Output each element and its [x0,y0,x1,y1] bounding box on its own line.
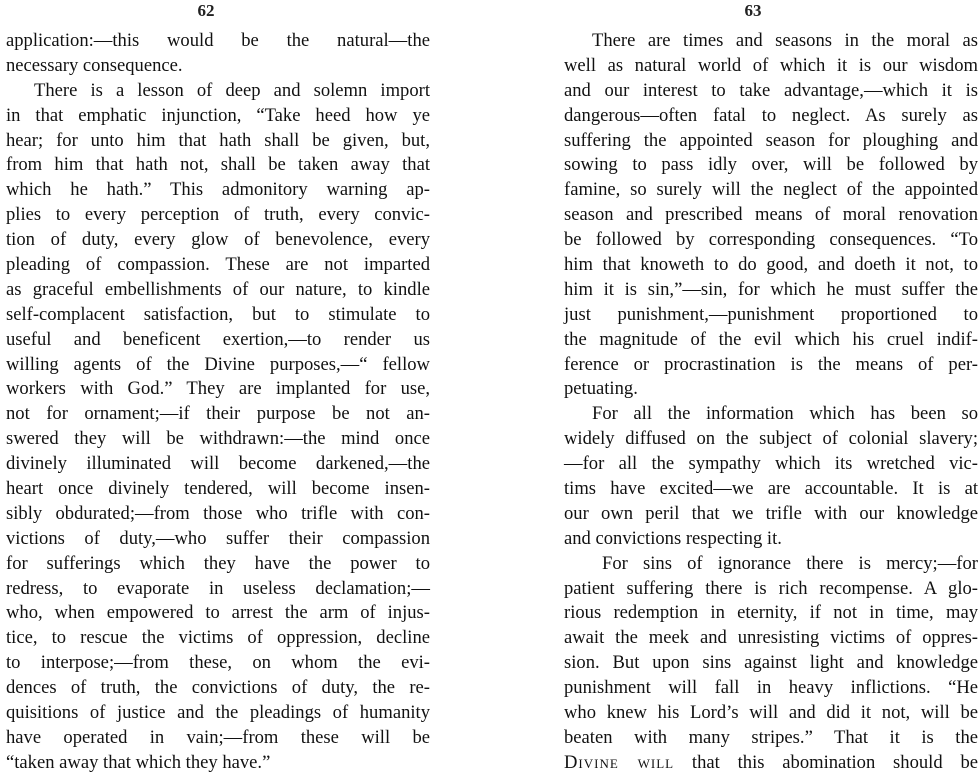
text-line-final [564,751,978,776]
text-line: season and prescribed means of moral renovation [564,204,978,226]
text-line: workers with God.” They are implanted for use, [6,378,430,400]
text-line: “taken away that which they have.” [6,751,271,773]
text-line: suffering the appointed season for ploughing and [564,129,978,151]
text-line: well as natural world of which it is our wisdom [564,54,978,76]
text-line: There is a lesson of deep and solemn import [34,79,430,101]
text-line: just punishment,—punishment proportioned to [564,303,978,325]
text-line: widely diffused on the subject of colonial slavery; [564,428,978,450]
text-line: useful and beneficent exertion,—to render us [6,328,430,350]
text-line: have operated in vain;—from these will be [6,726,430,748]
text-line: quisitions of justice and the pleadings of humanity [6,702,430,724]
text-line: as graceful embellishments of our nature, to kindle [6,278,430,300]
text-line: For all the information which has been so [592,403,978,425]
text-line: famine, so surely will the neglect of the appointed [564,179,978,201]
text-line: self-complacent satisfaction, but to stimulate to [6,303,430,325]
text-line: in that emphatic injunction, “Take heed how ye [6,104,430,126]
text-line: victions of duty,—who suffer their compassion [6,527,430,549]
text-line: pleading of compassion. These are not imparted [6,254,430,276]
text-line: to interpose;—from these, on whom the evi- [6,652,430,674]
text-line: be followed by corresponding consequences. “To [564,229,978,251]
text-line: who, when empowered to arrest the arm of injus- [6,602,430,624]
text-line: sibly obdurated;—from those who trifle with con- [6,502,430,524]
text-line: application:—this would be the natural—the [6,30,430,51]
text-line: from him that hath not, shall be taken away that [6,154,430,176]
text-line: and convictions respecting it. [564,527,782,549]
right-page [564,0,978,779]
text-line: There are times and seasons in the moral as [592,30,978,51]
page-number-left: 62 [197,1,215,20]
text-line: necessary consequence. [6,54,183,76]
text-line: sion. But upon sins against light and knowledge [564,652,978,674]
text-line: him that knoweth to do good, and doeth it not, to [564,254,978,276]
text-line: petuating. [564,378,638,400]
text-line: not for ornament;—if their purpose be not an- [6,403,430,425]
text-line: heart once divinely tendered, will become insen- [6,478,430,500]
text-line: tion of duty, every glow of benevolence, every [6,229,430,251]
text-line: patient suffering there is rich recompense. A glo- [564,577,978,599]
left-page [6,0,430,779]
text-line: sowing to pass idly over, will be followed by [564,154,978,176]
text-line: the magnitude of the evil which his cruel indif- [564,328,978,350]
text-line: who knew his Lord’s will and did it not, will be [564,702,978,724]
text-line: dangerous—often fatal to neglect. As surely as [564,104,978,126]
text-line: redress, to evaporate in useless declamation;— [6,577,430,599]
text-line: swered they will be withdrawn:—the mind once [6,428,430,450]
text-line: tims have excited—we are accountable. It is at [564,478,978,500]
left-page-text [6,29,430,776]
text-line: our own peril that we trifle with our knowledge [564,502,978,524]
text-line: hear; for unto him that hath shall be given, but, [6,129,430,151]
text-line: divinely illuminated will become darkened,—the [6,453,430,475]
text-line: plies to every perception of truth, every convic- [6,204,430,226]
text-line: which he hath.” This admonitory warning ap- [6,179,430,201]
small-caps-phrase: Divine will [564,751,675,773]
right-page-text [564,29,978,776]
text-line: willing agents of the Divine purposes,—“ fellow [6,353,430,375]
text-line: dences of truth, the convictions of duty, the re- [6,677,430,699]
text-line: For sins of ignorance there is mercy;—for [602,552,978,574]
text-line: tice, to rescue the victims of oppression, decline [6,627,430,649]
final-line-rest: that this abomination should be [691,751,978,773]
text-line: punishment will fall in heavy inflictions. “He [564,677,978,699]
text-line: —for all the sympathy which its wretched vic- [564,453,978,475]
text-line: rious redemption in eternity, if not in time, may [564,602,978,624]
text-line: ference or procrastination is the means of per- [564,353,978,375]
text-line: for sufferings which they have the power to [6,552,430,574]
text-line: him it is sin,”—sin, for which he must suffer the [564,278,978,300]
text-line: await the meek and unresisting victims of oppres- [564,627,978,649]
text-line: beaten with many stripes.” That it is the [564,726,978,748]
page-number-right: 63 [744,1,762,20]
text-line: and our interest to take advantage,—which it is [564,79,978,101]
